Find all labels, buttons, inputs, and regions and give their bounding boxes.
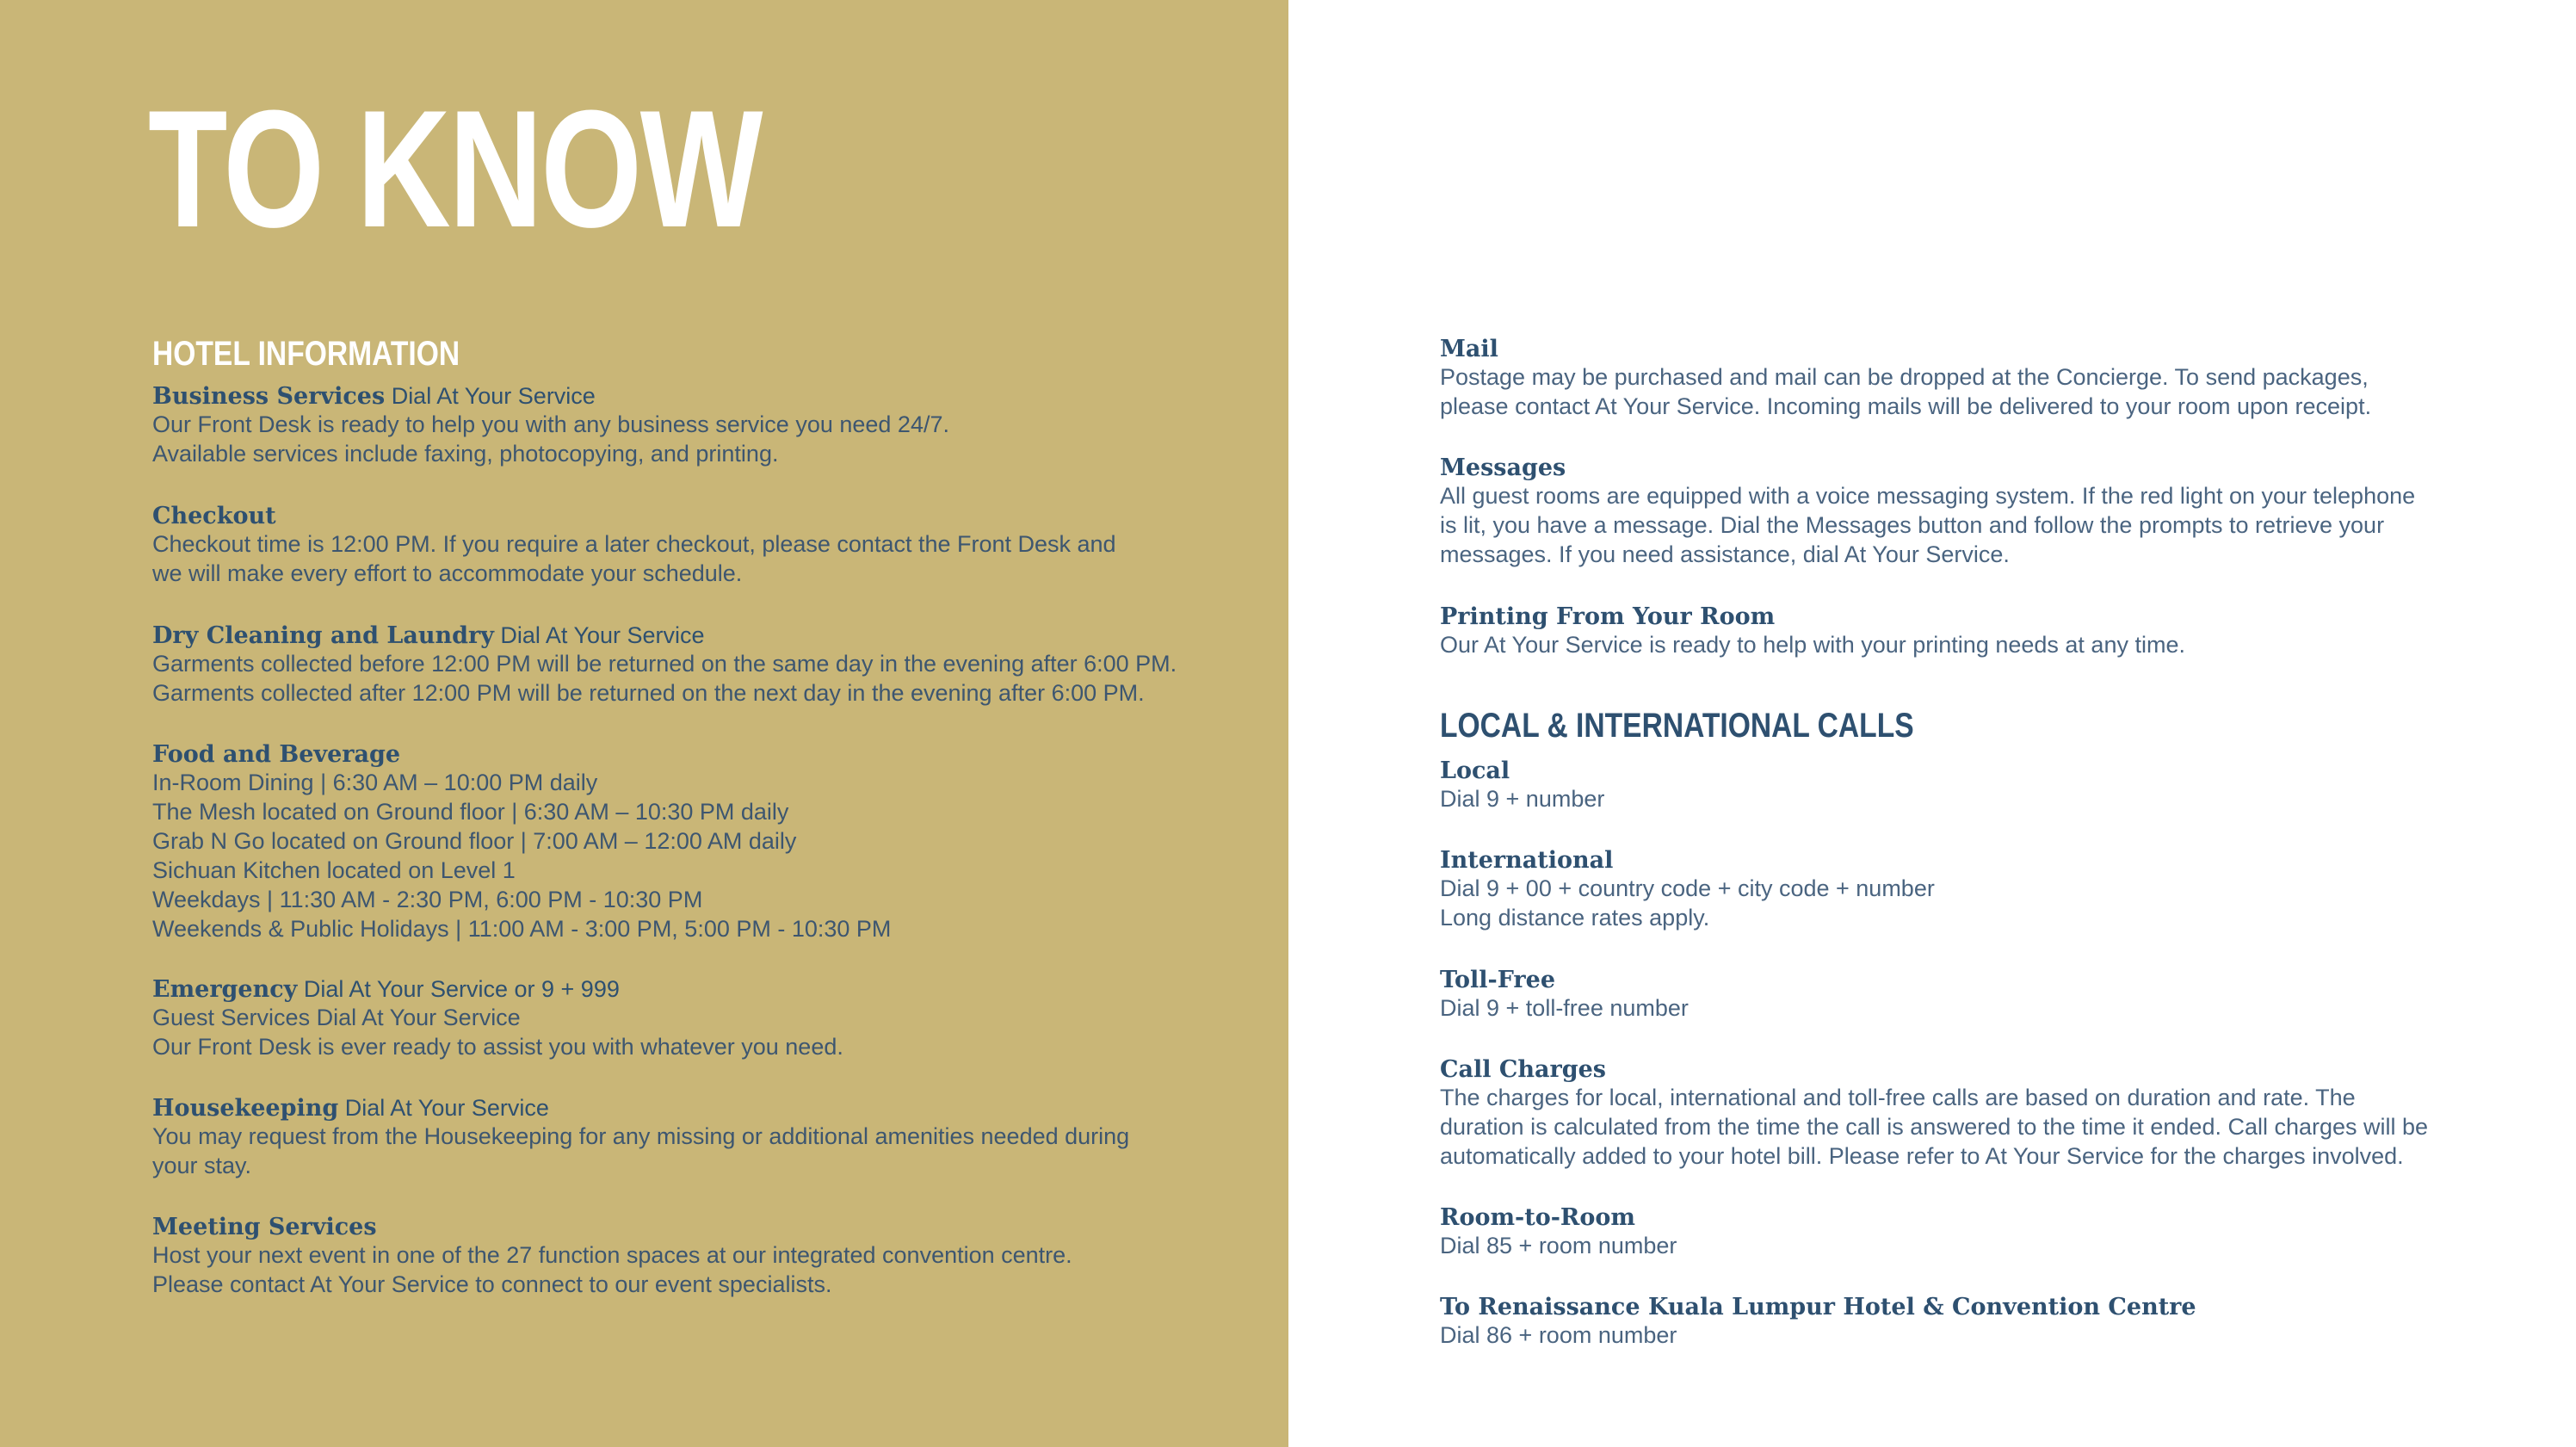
checkout-title: Checkout	[152, 503, 276, 529]
mail-line: Postage may be purchased and mail can be dropped at the Concierge. To send packages,	[1440, 364, 2369, 390]
food-beverage-title: Food and Beverage	[152, 741, 401, 768]
call-charges-section	[1440, 1056, 2473, 1171]
printing-section	[1440, 603, 2473, 659]
messages-line: messages. If you need assistance, dial At Your Service.	[1440, 541, 2010, 567]
meeting-services-line: Host your next event in one of the 27 function spaces at our integrated convention centre.	[152, 1242, 1072, 1268]
renaissance-title: To Renaissance Kuala Lumpur Hotel & Convention Centre	[1440, 1294, 2196, 1320]
housekeeping-dial: Dial At Your Service	[338, 1095, 549, 1121]
business-services-section	[152, 383, 1185, 468]
printing-line: Our At Your Service is ready to help with your printing needs at any time.	[1440, 632, 2185, 658]
business-services-line: Our Front Desk is ready to help you with any business service you need 24/7.	[152, 411, 949, 437]
toll-free-title: Toll-Free	[1440, 967, 1555, 993]
emergency-title: Emergency Dial At Your Service or 9 + 999	[152, 976, 620, 1003]
page-title: TO KNOW	[148, 76, 762, 263]
emergency-line: Our Front Desk is ever ready to assist you with whatever you need.	[152, 1034, 843, 1060]
checkout-section	[152, 503, 1185, 588]
dry-cleaning-line: Garments collected before 12:00 PM will be returned on the same day in the evening after 6:00 PM.	[152, 651, 1177, 677]
local-calls-section	[1440, 758, 2473, 813]
dry-cleaning-title: Dry Cleaning and Laundry Dial At Your Service	[152, 622, 705, 649]
international-title: International	[1440, 847, 1614, 874]
renaissance-calls-section	[1440, 1294, 2473, 1350]
call-charges-line: duration is calculated from the time the call is answered to the time it ended. Call charges will be	[1440, 1114, 2429, 1140]
housekeeping-line: You may request from the Housekeeping for any missing or additional amenities needed during	[152, 1123, 1130, 1149]
food-beverage-line: The Mesh located on Ground floor | 6:30 AM – 10:30 PM daily	[152, 799, 789, 825]
messages-title: Messages	[1440, 455, 1566, 481]
mail-section	[1440, 336, 2473, 421]
food-beverage-line: Sichuan Kitchen located on Level 1	[152, 857, 516, 883]
hotel-information-heading: HOTEL INFORMATION	[152, 335, 460, 373]
housekeeping-title: Housekeeping Dial At Your Service	[152, 1095, 549, 1122]
toll-free-section	[1440, 967, 2473, 1023]
international-calls-section	[1440, 847, 2473, 932]
call-charges-line: automatically added to your hotel bill. Please refer to At Your Service for the charges involved.	[1440, 1143, 2404, 1169]
food-beverage-line: Weekends & Public Holidays | 11:00 AM - 3:00 PM, 5:00 PM - 10:30 PM	[152, 916, 892, 942]
messages-line: All guest rooms are equipped with a voice messaging system. If the red light on your telephone	[1440, 483, 2416, 509]
international-line: Dial 9 + 00 + country code + city code + number	[1440, 875, 1935, 901]
room-to-room-title: Room-to-Room	[1440, 1204, 1635, 1231]
checkout-line: we will make every effort to accommodate your schedule.	[152, 560, 743, 586]
business-services-title: Business Services Dial At Your Service	[152, 383, 596, 410]
room-to-room-section	[1440, 1204, 2473, 1260]
call-charges-line: The charges for local, international and toll-free calls are based on duration and rate. The	[1440, 1085, 2356, 1110]
food-beverage-line: Weekdays | 11:30 AM - 2:30 PM, 6:00 PM - 10:30 PM	[152, 887, 703, 912]
dry-cleaning-section	[152, 622, 1185, 708]
housekeeping-line: your stay.	[152, 1153, 252, 1178]
meeting-services-section	[152, 1214, 1185, 1299]
business-services-dial: Dial At Your Service	[385, 383, 596, 409]
mail-title: Mail	[1440, 336, 1498, 362]
printing-title: Printing From Your Room	[1440, 603, 1776, 630]
call-charges-title: Call Charges	[1440, 1056, 1606, 1083]
local-title: Local	[1440, 758, 1510, 784]
dry-cleaning-dial: Dial At Your Service	[493, 622, 705, 648]
business-services-line: Available services include faxing, photocopying, and printing.	[152, 441, 779, 467]
calls-heading: LOCAL & INTERNATIONAL CALLS	[1440, 707, 1914, 745]
international-line: Long distance rates apply.	[1440, 905, 1710, 931]
housekeeping-section	[152, 1095, 1185, 1180]
renaissance-line: Dial 86 + room number	[1440, 1322, 1677, 1348]
dry-cleaning-line: Garments collected after 12:00 PM will be returned on the next day in the evening after 6:00 PM.	[152, 680, 1145, 706]
room-to-room-line: Dial 85 + room number	[1440, 1233, 1677, 1258]
emergency-line: Guest Services Dial At Your Service	[152, 1005, 521, 1030]
food-beverage-line: In-Room Dining | 6:30 AM – 10:00 PM daily	[152, 770, 598, 795]
food-beverage-line: Grab N Go located on Ground floor | 7:00 AM – 12:00 AM daily	[152, 828, 797, 854]
emergency-section	[152, 976, 1185, 1061]
messages-line: is lit, you have a message. Dial the Messages button and follow the prompts to retrieve your	[1440, 512, 2385, 538]
checkout-line: Checkout time is 12:00 PM. If you require a later checkout, please contact the Front Desk and	[152, 531, 1116, 557]
toll-free-line: Dial 9 + toll-free number	[1440, 995, 1689, 1021]
emergency-dial: Dial At Your Service or 9 + 999	[297, 976, 620, 1002]
meeting-services-title: Meeting Services	[152, 1214, 377, 1240]
food-beverage-section	[152, 741, 1185, 943]
messages-section	[1440, 455, 2473, 569]
mail-line: please contact At Your Service. Incoming mails will be delivered to your room upon receipt.	[1440, 393, 2372, 419]
meeting-services-line: Please contact At Your Service to connect to our event specialists.	[152, 1271, 832, 1297]
local-line: Dial 9 + number	[1440, 786, 1605, 812]
